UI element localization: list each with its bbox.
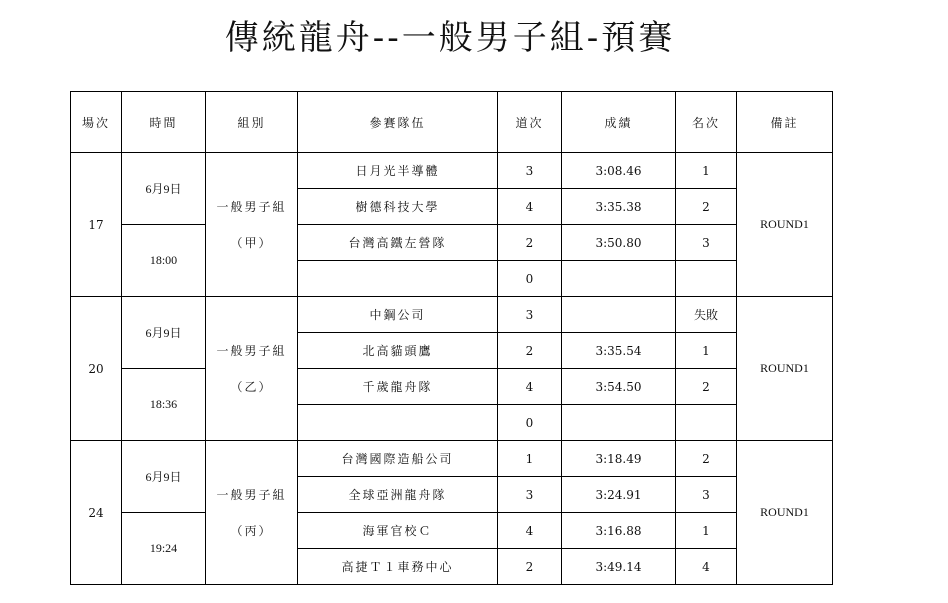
result: 3:18.49 [562,441,676,477]
team-name: 樹德科技大學 [298,189,498,225]
result: 3:35.54 [562,333,676,369]
result: 3:16.88 [562,513,676,549]
header-note: 備註 [737,92,833,153]
table-row [71,297,833,333]
table-row [71,369,833,405]
header-rank: 名次 [676,92,737,153]
header-heat: 場次 [71,92,122,153]
lane: 2 [498,333,562,369]
result: 3:50.80 [562,225,676,261]
rank: 2 [676,189,737,225]
lane: 4 [498,513,562,549]
table-row [71,153,833,189]
rank: 2 [676,441,737,477]
group-name: 一般男子組 [216,487,287,502]
heat-number: 20 [71,297,122,441]
heat-note: ROUND1 [737,153,833,297]
group-sub: （丙） [230,523,273,538]
rank: 3 [676,477,737,513]
rank: 4 [676,549,737,585]
lane: 3 [498,153,562,189]
result: 3:08.46 [562,153,676,189]
result: 3:54.50 [562,369,676,405]
rank: 3 [676,225,737,261]
header-group: 組別 [206,92,298,153]
heat-date: 6月9日 [122,297,206,369]
heat-date: 6月9日 [122,153,206,225]
table-row [71,225,833,261]
rank [676,405,737,441]
heat-time: 18:00 [122,225,206,297]
lane: 1 [498,441,562,477]
lane: 4 [498,369,562,405]
team-name: 台灣國際造船公司 [298,441,498,477]
rank: 2 [676,369,737,405]
result [562,405,676,441]
results-table [70,91,833,585]
rank [676,261,737,297]
heat-note: ROUND1 [737,297,833,441]
heat-group [206,297,298,441]
result [562,261,676,297]
lane: 2 [498,225,562,261]
heat-group [206,153,298,297]
group-name: 一般男子組 [216,199,287,214]
result: 3:24.91 [562,477,676,513]
lane: 2 [498,549,562,585]
team-name [298,261,498,297]
heat-time: 18:36 [122,369,206,441]
header-team: 參賽隊伍 [298,92,498,153]
rank: 1 [676,513,737,549]
page-title: 傳統龍舟--一般男子組-預賽 [224,18,676,58]
team-name: 日月光半導體 [298,153,498,189]
header-time: 時間 [122,92,206,153]
group-name: 一般男子組 [216,343,287,358]
result: 3:49.14 [562,549,676,585]
team-name: 北高貓頭鷹 [298,333,498,369]
header-result: 成績 [562,92,676,153]
team-name: 台灣高鐵左營隊 [298,225,498,261]
lane: 4 [498,189,562,225]
rank: 失敗 [676,297,737,333]
heat-number: 17 [71,153,122,297]
header-row [71,92,833,153]
team-name: 中鋼公司 [298,297,498,333]
team-name: 海軍官校Ｃ [298,513,498,549]
heat-date: 6月9日 [122,441,206,513]
team-name [298,405,498,441]
rank: 1 [676,153,737,189]
rank: 1 [676,333,737,369]
result: 3:35.38 [562,189,676,225]
heat-time: 19:24 [122,513,206,585]
heat-group [206,441,298,585]
team-name: 高捷Ｔ１車務中心 [298,549,498,585]
lane: 0 [498,261,562,297]
heat-number: 24 [71,441,122,585]
group-sub: （乙） [230,379,273,394]
lane: 3 [498,297,562,333]
lane: 0 [498,405,562,441]
table-row [71,513,833,549]
group-sub: （甲） [230,235,273,250]
team-name: 千歲龍舟隊 [298,369,498,405]
heat-note: ROUND1 [737,441,833,585]
team-name: 全球亞洲龍舟隊 [298,477,498,513]
table-row [71,441,833,477]
result [562,297,676,333]
lane: 3 [498,477,562,513]
header-lane: 道次 [498,92,562,153]
